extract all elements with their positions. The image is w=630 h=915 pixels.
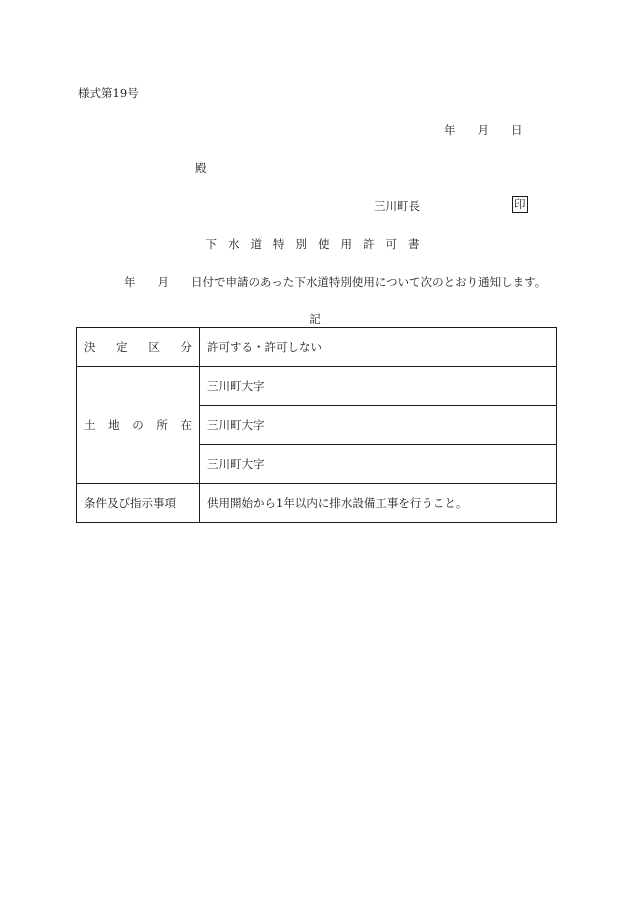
decision-value: 許可する・許可しない <box>200 328 557 367</box>
location-label <box>77 367 200 484</box>
location-value: 三川町大字 <box>200 445 557 484</box>
permit-details-table <box>76 327 557 523</box>
addressee-suffix: 殿 <box>195 161 207 175</box>
location-value: 三川町大字 <box>200 367 557 406</box>
location-label-char: 土 <box>84 418 96 432</box>
decision-label-char: 決 <box>84 340 96 354</box>
decision-label-char: 区 <box>148 340 160 354</box>
decision-label <box>77 328 200 367</box>
date-month-label: 月 <box>477 123 489 137</box>
date-day-label: 日 <box>511 123 523 137</box>
conditions-label: 条件及び指示事項 <box>77 484 200 523</box>
conditions-row <box>77 484 557 523</box>
body-month-label: 月 <box>157 275 169 289</box>
body-text: 日付で申請のあった下水道特別使用について次のとおり通知します。 <box>191 275 547 289</box>
issuer-title: 三川町長 <box>374 199 420 213</box>
decision-label-char: 分 <box>180 340 192 354</box>
notice-body <box>86 273 556 292</box>
decision-row <box>77 328 557 367</box>
document-title: 下水道特別使用許可書 <box>205 237 431 251</box>
form-number: 様式第19号 <box>78 86 139 100</box>
issue-date <box>444 122 523 138</box>
date-year-label: 年 <box>444 123 456 137</box>
location-label-char: 在 <box>180 418 192 432</box>
ki-heading: 記 <box>309 312 321 326</box>
location-label-char: 地 <box>108 418 120 432</box>
body-year-label: 年 <box>124 275 136 289</box>
location-label-char: 所 <box>156 418 168 432</box>
location-value: 三川町大字 <box>200 406 557 445</box>
location-label-char: の <box>132 418 144 432</box>
seal-mark: 印 <box>514 197 526 211</box>
conditions-value: 供用開始から1年以内に排水設備工事を行うこと。 <box>200 484 557 523</box>
decision-label-char: 定 <box>116 340 128 354</box>
location-row <box>77 367 557 406</box>
